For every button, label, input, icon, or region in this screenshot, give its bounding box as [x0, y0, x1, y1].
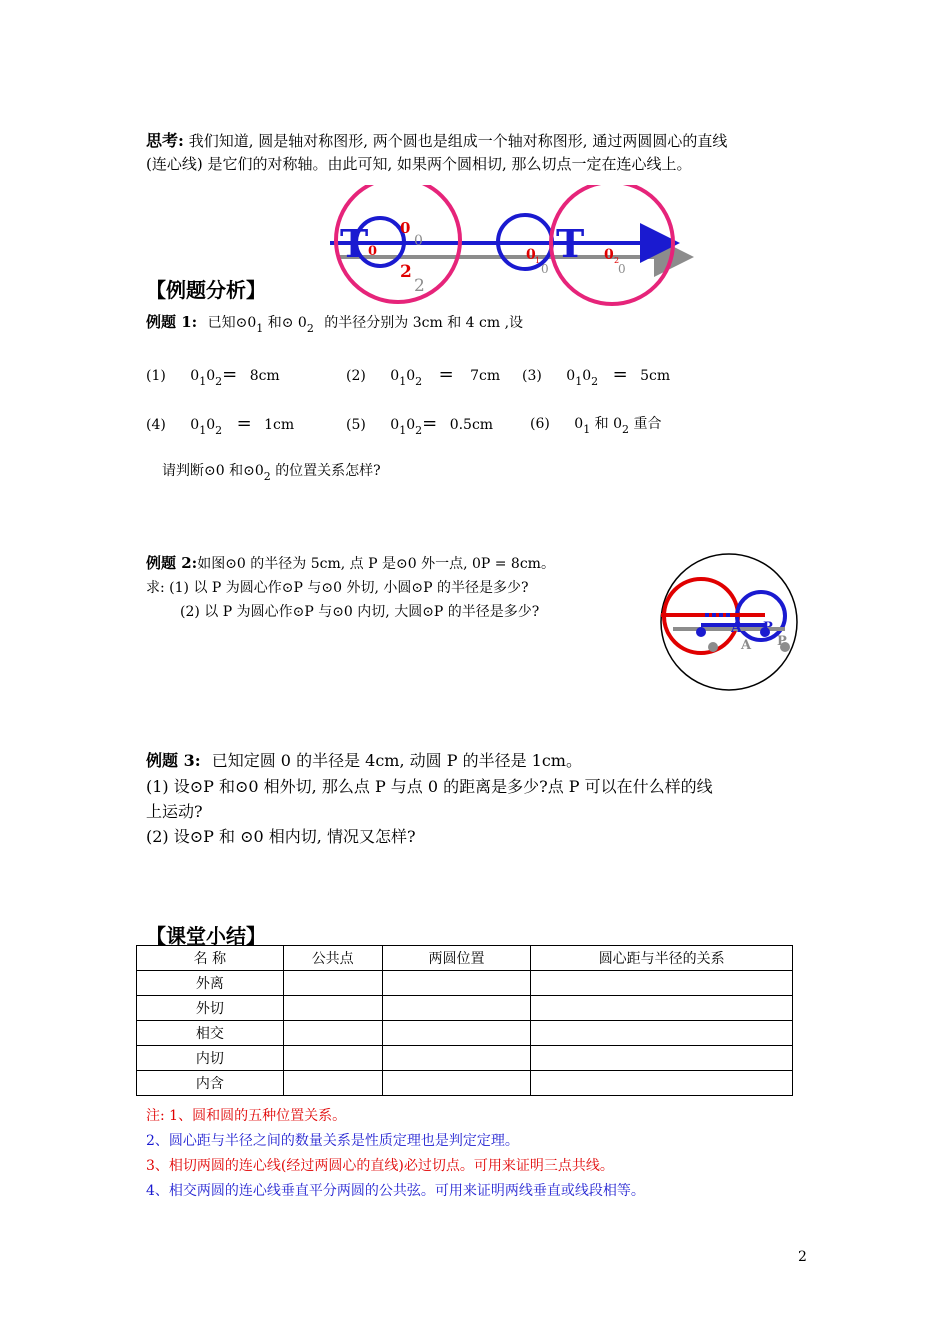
item-num: (2) [346, 368, 366, 384]
item-pair: $0_10_2$ [390, 368, 423, 388]
think-text-1: 我们知道, 圆是轴对称图形, 两个圆也是组成一个轴对称图形, 通过两圆圆心的直线 [188, 132, 728, 150]
item-num: (1) [146, 368, 166, 384]
row-label: 内含 [137, 1071, 284, 1096]
note-3: 3、相切两圆的连心线(经过两圆心的直线)必过切点。可用来证明三点共线。 [146, 1158, 614, 1174]
table-cell[interactable] [283, 1071, 382, 1096]
example1-question [162, 460, 381, 483]
example2-label: 例题 2: [146, 554, 198, 572]
example1-text-b: 和⊙ 0 [267, 315, 307, 331]
table-cell[interactable] [382, 1021, 531, 1046]
fig1-label-o1-gray: 0 [541, 262, 549, 276]
fig1-label-o2-right: 0 [604, 247, 614, 263]
row-label: 内切 [137, 1046, 284, 1071]
table-cell[interactable] [283, 971, 382, 996]
table-cell[interactable] [382, 1071, 531, 1096]
table-cell[interactable] [283, 996, 382, 1021]
table-cell[interactable] [382, 996, 531, 1021]
example1-label: 例题 1: [146, 313, 198, 331]
table-cell[interactable] [382, 1046, 531, 1071]
label-a-blue: A [731, 620, 742, 636]
note-2: 2、圆心距与半径之间的数量关系是性质定理也是判定定理。 [146, 1133, 519, 1149]
label-p-blue: P [763, 620, 773, 635]
item-eq: = [422, 413, 438, 434]
fig1-sub-1: 1 [535, 256, 541, 265]
note-1: 注: 1、圆和圆的五种位置关系。 [146, 1108, 347, 1124]
item-num: (5) [346, 417, 366, 433]
table-row [137, 1071, 793, 1096]
fig1-label-o2-gray: 0 [618, 262, 626, 276]
example1-sub1: 1 [256, 322, 264, 335]
label-p-gray: P [777, 634, 787, 649]
table-cell[interactable] [531, 971, 793, 996]
item-pair-2: $0_2$ [613, 416, 630, 436]
item-num: (3) [522, 368, 542, 384]
item-eq: = [236, 413, 252, 434]
example2-q2: (2) 以 P 为圆心作⊙P 与⊙0 内切, 大圆⊙P 的半径是多少? [180, 604, 540, 620]
example3-q2: (2) 设⊙P 和 ⊙0 相内切, 情况又怎样? [146, 827, 416, 846]
header-position: 两圆位置 [382, 946, 531, 971]
fig1-label-2-red: 2 [400, 262, 412, 282]
question-text-a: 请判断⊙0 和⊙0 [162, 463, 264, 479]
note-4: 4、相交两圆的连心线垂直平分两圆的公共弦。可用来证明两线垂直或线段相等。 [146, 1183, 645, 1199]
question-text-b: 的位置关系怎样? [275, 463, 381, 479]
item-value: 8cm [249, 368, 280, 384]
table-header-row [137, 946, 793, 971]
item-value: 5cm [640, 368, 671, 384]
item-pair: $0_10_2$ [566, 368, 599, 388]
row-label: 相交 [137, 1021, 284, 1046]
page-number: 2 [798, 1249, 807, 1265]
table-cell[interactable] [531, 1071, 793, 1096]
item-eq: = [222, 364, 238, 385]
example1-statement [146, 311, 523, 335]
example3-text: 已知定圆 0 的半径是 4cm, 动圆 P 的半径是 1cm。 [211, 751, 582, 770]
fig1-label-gray-o: 0 [414, 233, 423, 249]
item-value: 重合 [633, 416, 662, 432]
fig1-label-o2-top: 0 [400, 219, 411, 237]
item-eq: = [438, 364, 454, 385]
item-pair: $0_10_2$ [190, 368, 223, 388]
question-sub: 2 [263, 470, 271, 483]
think-text-2: (连心线) 是它们的对称轴。由此可知, 如果两个圆相切, 那么切点一定在连心线上。 [146, 155, 692, 173]
item-num: (6) [530, 416, 550, 432]
example3-statement [146, 748, 582, 771]
fig1-label-o1: 0 [368, 244, 378, 259]
table-row [137, 1046, 793, 1071]
row-label: 外离 [137, 971, 284, 996]
example2-figure [655, 548, 815, 693]
item-value: 1cm [264, 417, 295, 433]
example1-item-4 [146, 413, 294, 437]
example1-item-3 [522, 364, 670, 388]
item-value: 0.5cm [449, 417, 494, 433]
tangent-circles-figure [320, 185, 700, 315]
think-label: 思考: [146, 131, 184, 150]
example1-text-a: 已知⊙0 [207, 315, 257, 331]
point-o-blue [696, 627, 706, 637]
label-a-gray: A [741, 638, 752, 653]
item-pair: $0_1$ [574, 416, 591, 436]
fig1-label-o1-right: 0 [526, 247, 536, 263]
fig1-label-2-gray: 2 [414, 276, 425, 296]
example3-q1a: (1) 设⊙P 和⊙0 相外切, 那么点 P 与点 0 的距离是多少?点 P 可以在什么样的线 [146, 777, 713, 796]
example3-q1b: 上运动? [146, 802, 203, 821]
table-cell[interactable] [531, 996, 793, 1021]
table-cell[interactable] [531, 1046, 793, 1071]
table-cell[interactable] [531, 1021, 793, 1046]
example1-item-1 [146, 364, 280, 388]
table-row [137, 1021, 793, 1046]
item-value: 7cm [470, 368, 501, 384]
row-label: 外切 [137, 996, 284, 1021]
header-relation: 圆心距与半径的关系 [531, 946, 793, 971]
think-paragraph-line1 [146, 128, 727, 151]
example1-item-2 [346, 364, 500, 388]
item-pair: $0_10_2$ [190, 417, 223, 437]
table-row [137, 996, 793, 1021]
table-cell[interactable] [283, 1046, 382, 1071]
outer-circle-o [661, 554, 797, 690]
item-and: 和 [594, 416, 609, 432]
summary-table [136, 945, 793, 1096]
example2-q1: 求: (1) 以 P 为圆心作⊙P 与⊙0 外切, 小圆⊙P 的半径是多少? [146, 580, 529, 596]
item-num: (4) [146, 417, 166, 433]
item-pair: $0_10_2$ [390, 417, 423, 437]
section-example-heading: 【例题分析】 [146, 278, 266, 302]
example2-statement [146, 552, 555, 573]
example2-text: 如图⊙0 的半径为 5cm, 点 P 是⊙0 外一点, 0P = 8cm。 [197, 556, 555, 572]
section-summary-heading: 【课堂小结】 [146, 924, 266, 948]
example1-item-6 [530, 413, 662, 436]
table-cell[interactable] [382, 971, 531, 996]
header-common-points: 公共点 [283, 946, 382, 971]
point-o-gray [708, 642, 718, 652]
tangent-glyph-left: T [340, 221, 369, 266]
header-name: 名 称 [137, 946, 284, 971]
item-eq: = [612, 364, 628, 385]
example1-item-5 [346, 413, 493, 437]
table-cell[interactable] [283, 1021, 382, 1046]
tangent-glyph-right: T [556, 221, 585, 266]
example3-label: 例题 3: [146, 751, 201, 770]
fig1-sub-2: 2 [614, 256, 620, 265]
table-row [137, 971, 793, 996]
example1-sub2: 2 [306, 322, 314, 335]
example1-text-c: 的半径分别为 3cm 和 4 cm ,设 [324, 315, 524, 331]
